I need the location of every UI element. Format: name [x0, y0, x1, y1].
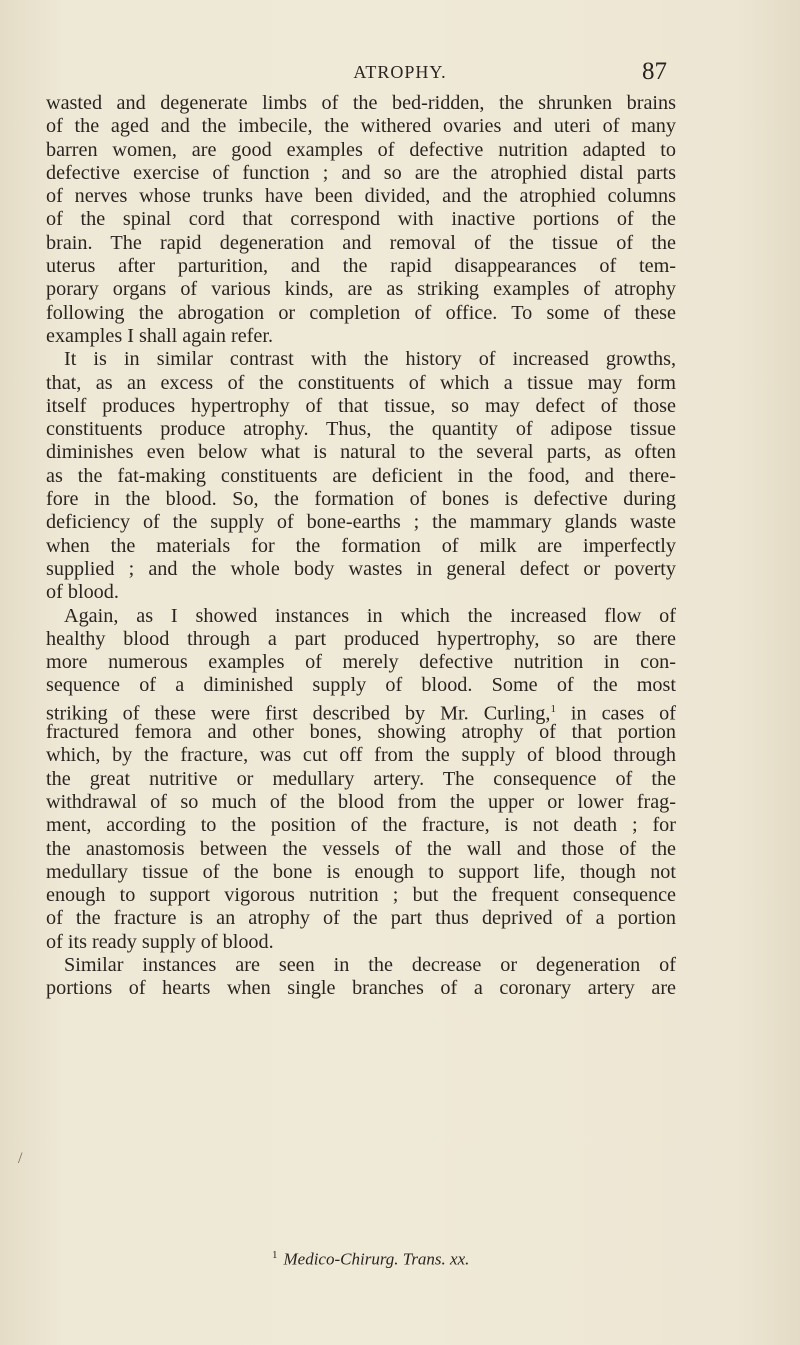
text-line: examples I shall again refer. — [46, 324, 274, 347]
text-line: It is in similar contrast with the history of increased growths, — [64, 348, 676, 371]
text-line: of the fracture is an atrophy of the part thus deprived of a portion — [46, 907, 676, 930]
text-line: itself produces hypertrophy of that tissue, so may defect of those — [46, 394, 676, 417]
text-line: of its ready supply of blood. — [46, 930, 274, 953]
text-line: of the spinal cord that correspond with inactive portions of the — [46, 208, 676, 231]
margin-pencil-mark: / — [18, 1150, 23, 1167]
text-line: porary organs of various kinds, are as striking examples of atrophy — [46, 278, 676, 301]
text-line: Similar instances are seen in the decrease or degeneration of — [64, 953, 676, 976]
text-line: the great nutritive or medullary artery. The consequence of the — [46, 767, 676, 790]
text-line: of nerves whose trunks have been divided, and the atrophied columns — [46, 185, 676, 208]
text-line: wasted and degenerate limbs of the bed-ridden, the shrunken brains — [46, 92, 676, 114]
text-segment: in cases of — [555, 702, 676, 725]
text-line: defective exercise of function ; and so are the atrophied distal parts — [46, 161, 676, 184]
text-line: sequence of a diminished supply of blood. Some of the most — [46, 674, 676, 697]
text-line: more numerous examples of merely defective nutrition in con- — [46, 651, 676, 674]
text-line: ment, according to the position of the fracture, is not death ; for — [46, 814, 676, 837]
text-line: diminishes even below what is natural to the several parts, as often — [46, 441, 676, 464]
page-number: 87 — [642, 58, 667, 85]
text-line: barren women, are good examples of defective nutrition adapted to — [46, 138, 676, 161]
text-line: medullary tissue of the bone is enough to support life, though not — [46, 860, 676, 883]
running-head — [0, 58, 800, 88]
text-line: the anastomosis between the vessels of the wall and those of the — [46, 837, 676, 860]
text-line: portions of hearts when single branches of a coronary artery are — [46, 977, 676, 1000]
text-line: withdrawal of so much of the blood from the upper or lower frag- — [46, 790, 676, 813]
text-line: constituents produce atrophy. Thus, the quantity of adipose tissue — [46, 418, 676, 441]
text-line: Again, as I showed instances in which the increased flow of — [64, 604, 676, 627]
text-line: fore in the blood. So, the formation of bones is defective during — [46, 488, 676, 511]
text-line: uterus after parturition, and the rapid disappearances of tem- — [46, 255, 676, 278]
text-line: which, by the fracture, was cut off from the supply of blood through — [46, 744, 676, 767]
running-head-title: ATROPHY. — [353, 62, 447, 82]
text-line: of the aged and the imbecile, the withered ovaries and uteri of many — [46, 115, 676, 138]
text-line: fractured femora and other bones, showing atrophy of that portion — [46, 721, 676, 744]
text-line: deficiency of the supply of bone-earths ; the mammary glands waste — [46, 511, 676, 534]
text-line: when the materials for the formation of milk are imperfectly — [46, 534, 676, 557]
text-line: supplied ; and the whole body wastes in general defect or poverty — [46, 557, 676, 580]
text-line: enough to support vigorous nutrition ; but the frequent consequence — [46, 884, 676, 907]
footnote-text: Medico-Chirurg. Trans. xx. — [283, 1249, 470, 1269]
text-line: healthy blood through a part produced hypertrophy, so are there — [46, 627, 676, 650]
text-line: that, as an excess of the constituents of which a tissue may form — [46, 371, 676, 394]
text-line: as the fat-making constituents are deficient in the food, and there- — [46, 464, 676, 487]
text-line: of blood. — [46, 581, 119, 604]
body-text — [46, 92, 676, 1001]
text-line: following the abrogation or completion of office. To some of these — [46, 301, 676, 324]
footnote — [272, 1249, 469, 1270]
text-line-with-footnote-ref — [46, 698, 676, 725]
footnote-number: 1 — [272, 1249, 278, 1261]
text-line: brain. The rapid degeneration and removal of the tissue of the — [46, 231, 676, 254]
footnote-reference: 1 — [550, 702, 556, 715]
text-segment: striking of these were first described by Mr. Curling, — [46, 702, 551, 725]
